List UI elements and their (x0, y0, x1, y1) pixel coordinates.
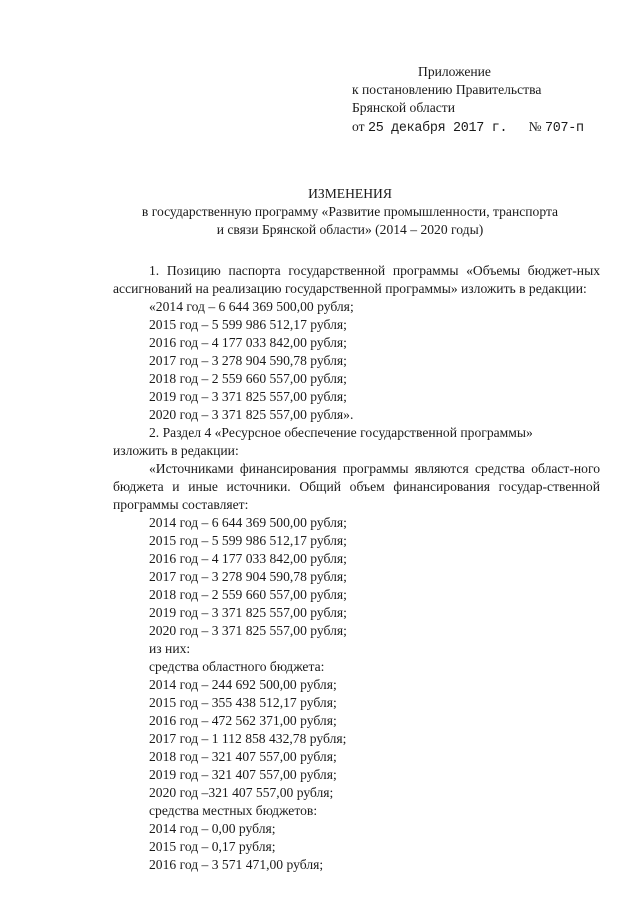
section1-intro: 1. Позицию паспорта государственной программы «Объемы бюджет-ных ассигнований на реализацию государственной программы» изложить в редакции: (113, 263, 600, 296)
list-item: 2020 год –321 407 557,00 рубля; (149, 785, 334, 800)
list-item: 2019 год – 3 371 825 557,00 рубля; (149, 389, 347, 404)
local-budget-label: средства местных бюджетов: (149, 803, 318, 818)
decree-date: 25 декабря 2017 г. (367, 121, 508, 136)
document-heading: ИЗМЕНЕНИЯ (308, 186, 392, 201)
list-item: 2020 год – 3 371 825 557,00 рубля; (149, 623, 347, 638)
document-subtitle-line2: и связи Брянской области» (2014 – 2020 годы) (216, 222, 484, 237)
list-item: 2016 год – 472 562 371,00 рубля; (149, 713, 337, 728)
appendix-date-line (352, 118, 622, 136)
list-item: 2016 год – 4 177 033 842,00 рубля; (149, 551, 347, 566)
section2-intro-line1: 2. Раздел 4 «Ресурсное обеспечение государственной программы» (149, 425, 533, 440)
list-item: 2018 год – 321 407 557,00 рубля; (149, 749, 337, 764)
appendix-line-region: Брянской области (352, 100, 455, 115)
list-item: 2014 год – 6 644 369 500,00 рубля; (149, 515, 347, 530)
section1-budget-list (113, 298, 600, 424)
regional-budget-list (113, 676, 600, 802)
list-item: 2014 год – 0,00 рубля; (149, 821, 276, 836)
list-item: 2019 год – 321 407 557,00 рубля; (149, 767, 337, 782)
list-item: 2017 год – 3 278 904 590,78 рубля; (149, 353, 347, 368)
section2-intro-line2: изложить в редакции: (113, 443, 239, 458)
appendix-line-decree: к постановлению Правительства (352, 82, 542, 97)
list-item: 2017 год – 1 112 858 432,78 рубля; (149, 731, 347, 746)
appendix-title: Приложение (418, 64, 491, 79)
regional-budget-label: средства областного бюджета: (149, 659, 325, 674)
list-item: 2020 год – 3 371 825 557,00 рубля». (149, 407, 354, 422)
from-label: от (352, 119, 365, 134)
local-budget-list (113, 820, 600, 874)
list-item: 2018 год – 2 559 660 557,00 рубля; (149, 371, 347, 386)
list-item: 2015 год – 0,17 рубля; (149, 839, 276, 854)
list-item: 2014 год – 244 692 500,00 рубля; (149, 677, 337, 692)
document-title-block (60, 185, 640, 239)
section2-total-list (113, 514, 600, 640)
list-item: «2014 год – 6 644 369 500,00 рубля; (149, 299, 354, 314)
number-mark: № (528, 119, 542, 134)
list-item: 2016 год – 4 177 033 842,00 рубля; (149, 335, 347, 350)
section2-text: «Источниками финансирования программы являются средства област-ного бюджета и иные источники. Общий объем финансирования государ-ственной программы составляет: (113, 461, 600, 512)
list-item: 2018 год – 2 559 660 557,00 рубля; (149, 587, 347, 602)
list-item: 2015 год – 355 438 512,17 рубля; (149, 695, 337, 710)
list-item: 2015 год – 5 599 986 512,17 рубля; (149, 533, 347, 548)
decree-number: 707-п (545, 121, 584, 136)
list-item: 2015 год – 5 599 986 512,17 рубля; (149, 317, 347, 332)
document-body (113, 262, 600, 874)
of-them-label: из них: (149, 641, 191, 656)
list-item: 2017 год – 3 278 904 590,78 рубля; (149, 569, 347, 584)
list-item: 2016 год – 3 571 471,00 рубля; (149, 857, 324, 872)
document-subtitle-line1: в государственную программу «Развитие промышленности, транспорта (141, 204, 559, 219)
appendix-header (352, 63, 622, 136)
list-item: 2019 год – 3 371 825 557,00 рубля; (149, 605, 347, 620)
